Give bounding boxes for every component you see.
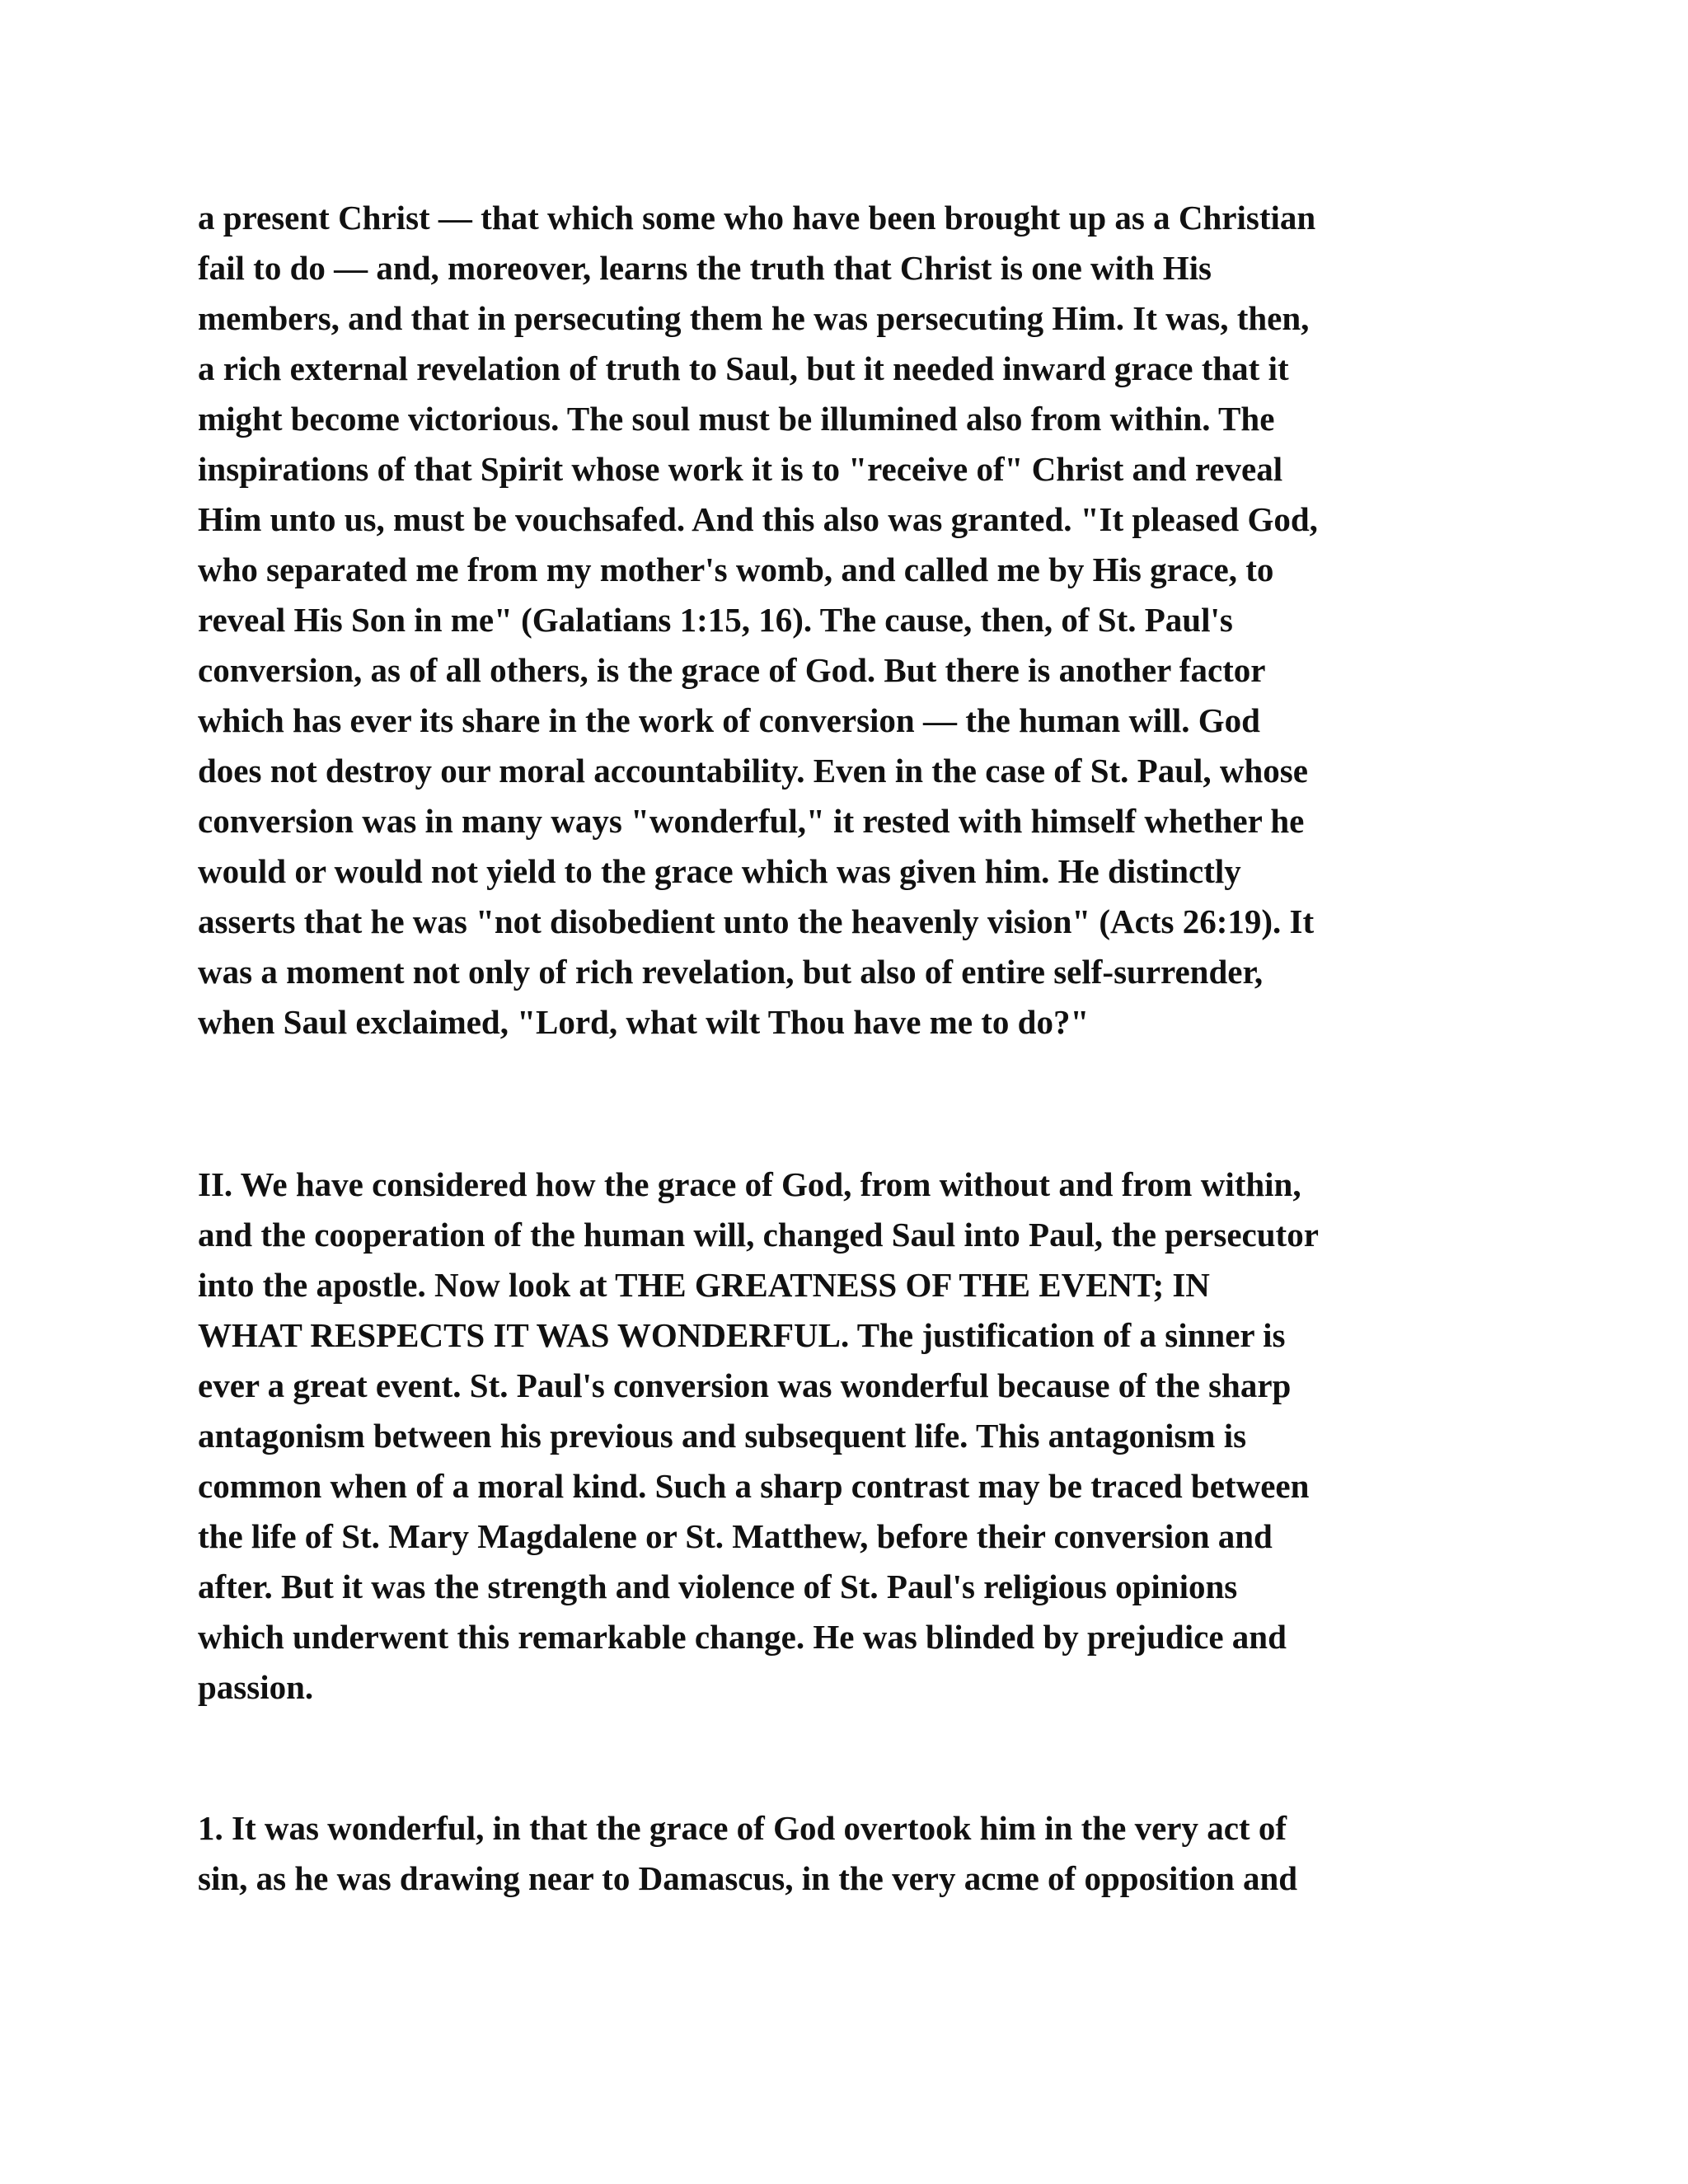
- text-line: members, and that in persecuting them he was persecuting Him. It was, then,: [198, 299, 1310, 337]
- text-line: which has ever its share in the work of conversion — the human will. God: [198, 701, 1260, 739]
- paragraph-1: [198, 193, 1318, 1047]
- text-line: Him unto us, must be vouchsafed. And this also was granted. "It pleased God,: [198, 500, 1318, 538]
- text-line: II. We have considered how the grace of God, from without and from within,: [198, 1165, 1301, 1203]
- text-line: WHAT RESPECTS IT WAS WONDERFUL. The justification of a sinner is: [198, 1316, 1286, 1354]
- text-line: into the apostle. Now look at THE GREATNESS OF THE EVENT; IN: [198, 1266, 1210, 1304]
- text-line: antagonism between his previous and subsequent life. This antagonism is: [198, 1417, 1247, 1455]
- paragraph-3: [198, 1803, 1297, 1904]
- text-line: after. But it was the strength and violence of St. Paul's religious opinions: [198, 1568, 1238, 1605]
- text-line: might become victorious. The soul must be illumined also from within. The: [198, 400, 1275, 438]
- text-line: the life of St. Mary Magdalene or St. Matthew, before their conversion and: [198, 1517, 1273, 1555]
- text-line: would or would not yield to the grace which was given him. He distinctly: [198, 852, 1241, 890]
- text-line: who separated me from my mother's womb, and called me by His grace, to: [198, 551, 1274, 588]
- text-line: conversion was in many ways "wonderful," it rested with himself whether he: [198, 802, 1305, 840]
- text-line: reveal His Son in me" (Galatians 1:15, 16). The cause, then, of St. Paul's: [198, 601, 1233, 639]
- text-line: passion.: [198, 1668, 314, 1706]
- text-line: which underwent this remarkable change. He was blinded by prejudice and: [198, 1618, 1287, 1656]
- paragraph-2: [198, 1160, 1319, 1713]
- text-line: common when of a moral kind. Such a sharp contrast may be traced between: [198, 1467, 1310, 1505]
- text-line: does not destroy our moral accountability. Even in the case of St. Paul, whose: [198, 752, 1308, 790]
- text-line: 1. It was wonderful, in that the grace of God overtook him in the very act of: [198, 1809, 1287, 1847]
- text-line: and the cooperation of the human will, changed Saul into Paul, the persecutor: [198, 1216, 1319, 1254]
- text-line: fail to do — and, moreover, learns the truth that Christ is one with His: [198, 249, 1212, 287]
- text-line: inspirations of that Spirit whose work it is to "receive of" Christ and reveal: [198, 450, 1283, 488]
- text-line: a present Christ — that which some who have been brought up as a Christian: [198, 199, 1316, 237]
- text-line: asserts that he was "not disobedient unto the heavenly vision" (Acts 26:19). It: [198, 902, 1315, 940]
- text-line: conversion, as of all others, is the grace of God. But there is another factor: [198, 651, 1266, 689]
- text-line: was a moment not only of rich revelation, but also of entire self-surrender,: [198, 953, 1264, 991]
- text-line: a rich external revelation of truth to Saul, but it needed inward grace that it: [198, 349, 1289, 387]
- text-line: when Saul exclaimed, "Lord, what wilt Thou have me to do?": [198, 1003, 1090, 1041]
- text-line: sin, as he was drawing near to Damascus, in the very acme of opposition and: [198, 1859, 1298, 1897]
- text-line: ever a great event. St. Paul's conversion was wonderful because of the sharp: [198, 1366, 1292, 1404]
